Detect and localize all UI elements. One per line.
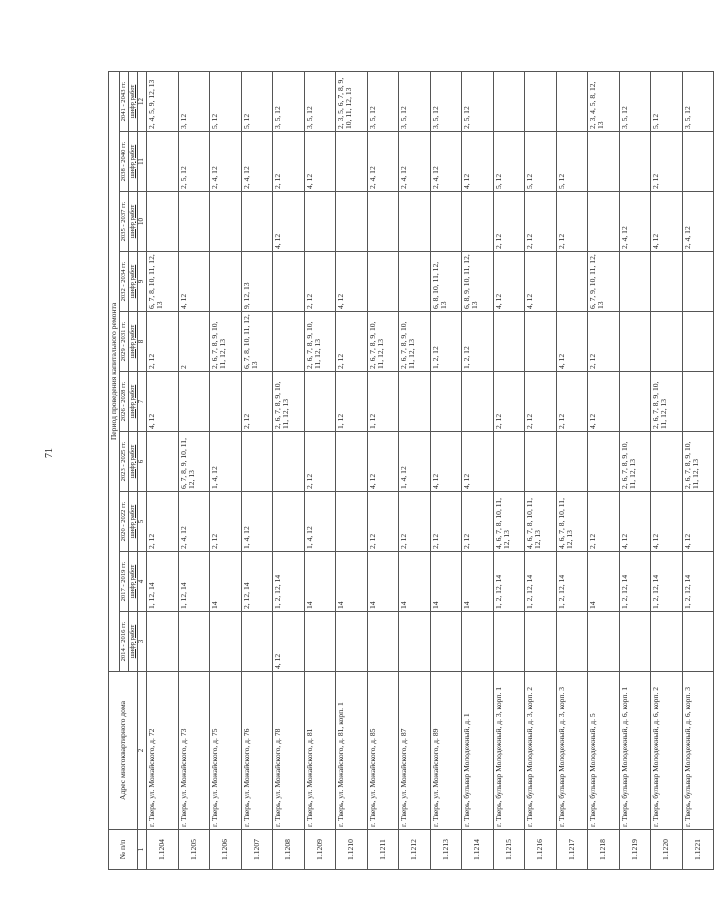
work-codes-cell: 6, 7, 8, 10, 11, 12, 13: [241, 312, 273, 372]
work-codes-cell: [430, 372, 462, 432]
work-codes-cell: 2, 12: [651, 132, 683, 192]
work-codes-cell: 2, 12: [147, 312, 179, 372]
column-index: 5: [138, 492, 147, 552]
work-codes-cell: 2, 12: [556, 192, 588, 252]
work-codes-cell: 2, 12: [241, 372, 273, 432]
table-row: [241, 71, 273, 869]
code-label: шифр работ: [129, 612, 138, 672]
row-address: г. Тверь, бульвар Молодежный, д. 5: [588, 672, 620, 830]
work-codes-cell: [336, 192, 368, 252]
column-index: 6: [138, 432, 147, 492]
work-codes-cell: [493, 71, 525, 131]
work-codes-cell: [682, 252, 714, 312]
work-codes-cell: 4, 6, 7, 8, 10, 11, 12, 13: [556, 492, 588, 552]
table-row: [556, 71, 588, 869]
work-codes-cell: 2, 4, 12: [210, 132, 242, 192]
work-codes-cell: [651, 432, 683, 492]
work-codes-cell: [556, 71, 588, 131]
table-row: [493, 71, 525, 869]
work-codes-cell: 6, 7, 8, 10, 11, 12, 13: [147, 252, 179, 312]
table-row: [682, 71, 714, 869]
code-label: шифр работ: [129, 372, 138, 432]
row-number: 1.1216: [525, 830, 557, 870]
work-codes-cell: 2: [178, 312, 210, 372]
row-number: 1.1208: [273, 830, 305, 870]
row-address: г. Тверь, ул. Можайского, д. 75: [210, 672, 242, 830]
work-codes-cell: [178, 372, 210, 432]
work-codes-cell: [210, 372, 242, 432]
work-codes-cell: [651, 612, 683, 672]
column-index: 11: [138, 132, 147, 192]
work-codes-cell: [430, 192, 462, 252]
work-codes-cell: 1, 2, 12, 14: [682, 552, 714, 612]
work-codes-cell: 4, 12: [525, 252, 557, 312]
work-codes-cell: [147, 612, 179, 672]
work-codes-cell: [147, 192, 179, 252]
work-codes-cell: 4, 12: [304, 132, 336, 192]
period-range: 2014 - 2016 гг.: [120, 612, 129, 672]
column-index: 12: [138, 71, 147, 131]
work-codes-cell: 14: [430, 552, 462, 612]
table-row: [210, 71, 242, 869]
work-codes-cell: [210, 252, 242, 312]
header-period: Период проведения капитального ремонта: [109, 71, 120, 671]
work-codes-cell: [525, 312, 557, 372]
work-codes-cell: 2, 4, 12: [178, 492, 210, 552]
work-codes-cell: [399, 612, 431, 672]
work-codes-cell: 5, 12: [493, 132, 525, 192]
row-number: 1.1217: [556, 830, 588, 870]
work-codes-cell: 2, 12: [147, 492, 179, 552]
work-codes-cell: 1, 12, 14: [178, 552, 210, 612]
work-codes-cell: 1, 2, 12, 14: [273, 552, 305, 612]
table-row: [651, 71, 683, 869]
work-codes-cell: 2, 6, 7, 8, 9, 10, 11, 12, 13: [399, 312, 431, 372]
work-codes-cell: 2, 4, 12: [241, 132, 273, 192]
work-codes-cell: [682, 312, 714, 372]
work-codes-cell: [336, 132, 368, 192]
work-codes-cell: 4, 12: [178, 252, 210, 312]
work-codes-cell: 2, 12: [525, 372, 557, 432]
work-codes-cell: [273, 252, 305, 312]
work-codes-cell: 2, 6, 7, 8, 9, 10, 11, 12, 13: [273, 372, 305, 432]
work-codes-cell: 2, 12, 14: [241, 552, 273, 612]
work-codes-cell: 14: [336, 552, 368, 612]
row-address: г. Тверь, ул. Можайского, д. 78: [273, 672, 305, 830]
work-codes-cell: 4, 12: [682, 492, 714, 552]
work-codes-cell: 14: [367, 552, 399, 612]
work-codes-cell: [493, 432, 525, 492]
work-codes-cell: 14: [399, 552, 431, 612]
row-address: г. Тверь, бульвар Молодежный, д. 6, корп. 2: [651, 672, 683, 830]
row-number: 1.1220: [651, 830, 683, 870]
work-codes-cell: 4, 12: [336, 252, 368, 312]
work-codes-cell: 1, 2, 12: [430, 312, 462, 372]
row-number: 1.1210: [336, 830, 368, 870]
column-index: 7: [138, 372, 147, 432]
work-codes-cell: 4, 12: [556, 312, 588, 372]
work-codes-cell: 4, 12: [273, 612, 305, 672]
work-codes-cell: 3, 5, 12: [430, 71, 462, 131]
work-codes-cell: [399, 372, 431, 432]
period-range: 2041 - 2043 гг.: [120, 71, 129, 131]
work-codes-cell: 2, 12: [556, 372, 588, 432]
work-codes-cell: 5, 12: [556, 132, 588, 192]
work-codes-cell: 1, 12: [367, 372, 399, 432]
table-body: [147, 71, 714, 869]
column-index: 1: [138, 830, 147, 870]
row-number: 1.1204: [147, 830, 179, 870]
work-codes-cell: 3, 5, 12: [399, 71, 431, 131]
code-label: шифр работ: [129, 492, 138, 552]
work-codes-cell: 2, 12: [273, 132, 305, 192]
work-codes-cell: 2, 4, 12: [619, 192, 651, 252]
work-codes-cell: 6, 7, 8, 9, 10, 11, 12, 13: [178, 432, 210, 492]
work-codes-cell: [462, 612, 494, 672]
work-codes-cell: 2, 12: [210, 492, 242, 552]
work-codes-cell: 6, 8, 10, 11, 12, 13: [430, 252, 462, 312]
code-label: шифр работ: [129, 432, 138, 492]
row-number: 1.1209: [304, 830, 336, 870]
row-address: г. Тверь, бульвар Молодежный, д. 3, корп. 3: [556, 672, 588, 830]
work-codes-cell: [304, 192, 336, 252]
work-codes-cell: 1, 4, 12: [399, 432, 431, 492]
column-index: 10: [138, 192, 147, 252]
table-row: [619, 71, 651, 869]
work-codes-cell: [588, 612, 620, 672]
work-codes-cell: 4, 12: [619, 492, 651, 552]
work-codes-cell: 2, 12: [588, 492, 620, 552]
work-codes-cell: [682, 132, 714, 192]
work-codes-cell: 4, 12: [493, 252, 525, 312]
work-codes-cell: 2, 12: [304, 252, 336, 312]
work-codes-cell: [619, 372, 651, 432]
period-range: 2035 - 2037 гг.: [120, 192, 129, 252]
table-row: [367, 71, 399, 869]
column-index: 9: [138, 252, 147, 312]
table-row: [525, 71, 557, 869]
table-row: [399, 71, 431, 869]
work-codes-cell: 1, 4, 12: [210, 432, 242, 492]
code-label: шифр работ: [129, 552, 138, 612]
work-codes-cell: 5, 12: [651, 71, 683, 131]
work-codes-cell: 1, 12: [336, 372, 368, 432]
header-num: № п/п: [109, 830, 138, 870]
work-codes-cell: 2, 6, 7, 8, 9, 10, 11, 12, 13: [682, 432, 714, 492]
work-codes-cell: [619, 312, 651, 372]
work-codes-cell: [336, 612, 368, 672]
code-label: шифр работ: [129, 71, 138, 131]
row-address: г. Тверь, ул. Можайского, д. 72: [147, 672, 179, 830]
work-codes-cell: 2, 12: [493, 192, 525, 252]
work-codes-cell: 2, 4, 5, 9, 12, 13: [147, 71, 179, 131]
work-codes-cell: [399, 252, 431, 312]
row-address: г. Тверь, бульвар Молодежный, д. 6, корп. 3: [682, 672, 714, 830]
work-codes-cell: [178, 612, 210, 672]
row-address: г. Тверь, бульвар Молодежный, д. 3, корп. 2: [525, 672, 557, 830]
work-codes-cell: [241, 432, 273, 492]
work-codes-cell: 4, 12: [651, 192, 683, 252]
row-address: г. Тверь, ул. Можайского, д. 85: [367, 672, 399, 830]
work-codes-cell: 5, 12: [525, 132, 557, 192]
work-codes-cell: 2, 12: [367, 492, 399, 552]
work-codes-cell: 6, 7, 9, 10, 11, 12, 13: [588, 252, 620, 312]
work-codes-cell: [178, 192, 210, 252]
work-codes-cell: 2, 12: [525, 192, 557, 252]
work-codes-cell: [273, 432, 305, 492]
work-codes-cell: [273, 492, 305, 552]
work-codes-cell: [556, 612, 588, 672]
work-codes-cell: [682, 612, 714, 672]
period-range: 2029 - 2031 гг.: [120, 312, 129, 372]
work-codes-cell: 2, 5, 12: [178, 132, 210, 192]
work-codes-cell: [525, 432, 557, 492]
period-range: 2032 - 2034 гг.: [120, 252, 129, 312]
work-codes-cell: 4, 12: [462, 432, 494, 492]
work-codes-cell: 2, 6, 7, 8, 9, 10, 11, 12, 13: [367, 312, 399, 372]
work-codes-cell: [556, 432, 588, 492]
work-codes-cell: 4, 12: [273, 192, 305, 252]
work-codes-cell: 1, 2, 12, 14: [651, 552, 683, 612]
row-address: г. Тверь, ул. Можайского, д. 89: [430, 672, 462, 830]
code-label: шифр работ: [129, 192, 138, 252]
work-codes-cell: [367, 252, 399, 312]
column-index: 8: [138, 312, 147, 372]
work-codes-cell: 6, 8, 9, 10, 11, 12, 13: [462, 252, 494, 312]
work-codes-cell: [525, 71, 557, 131]
work-codes-cell: 4, 12: [462, 132, 494, 192]
work-codes-cell: [367, 612, 399, 672]
work-codes-cell: 2, 4, 12: [399, 132, 431, 192]
work-codes-cell: [336, 432, 368, 492]
row-address: г. Тверь, бульвар Молодежный, д. 1: [462, 672, 494, 830]
work-codes-cell: 2, 12: [304, 432, 336, 492]
row-address: г. Тверь, ул. Можайского, д. 87: [399, 672, 431, 830]
row-number: 1.1221: [682, 830, 714, 870]
work-codes-cell: [588, 192, 620, 252]
work-codes-cell: 1, 2, 12: [462, 312, 494, 372]
work-codes-cell: 1, 2, 12, 14: [525, 552, 557, 612]
table-row: [178, 71, 210, 869]
row-address: г. Тверь, ул. Можайского, д. 76: [241, 672, 273, 830]
work-codes-cell: [525, 612, 557, 672]
table-row: [336, 71, 368, 869]
work-codes-cell: [493, 312, 525, 372]
row-address: г. Тверь, ул. Можайского, д. 81, корп. 1: [336, 672, 368, 830]
header-address: Адрес многоквартирного дома: [109, 672, 138, 830]
work-codes-cell: 2, 12: [493, 372, 525, 432]
row-number: 1.1219: [619, 830, 651, 870]
work-codes-cell: [462, 192, 494, 252]
work-codes-cell: 14: [462, 552, 494, 612]
work-codes-cell: 4, 12: [147, 372, 179, 432]
work-codes-cell: 1, 4, 12: [241, 492, 273, 552]
work-codes-cell: 2, 4, 12: [682, 192, 714, 252]
period-range: 2020 - 2022 гг.: [120, 492, 129, 552]
work-codes-cell: 4, 6, 7, 8, 10, 11, 12, 13: [525, 492, 557, 552]
work-codes-cell: 2, 6, 7, 8, 9, 10, 11, 12, 13: [651, 372, 683, 432]
code-label: шифр работ: [129, 312, 138, 372]
work-codes-cell: 4, 12: [430, 432, 462, 492]
work-codes-cell: [619, 252, 651, 312]
work-codes-cell: [462, 372, 494, 432]
column-index: 3: [138, 612, 147, 672]
work-codes-cell: [304, 372, 336, 432]
work-codes-cell: 14: [210, 552, 242, 612]
work-codes-cell: [241, 192, 273, 252]
work-codes-cell: [430, 612, 462, 672]
work-codes-cell: [210, 612, 242, 672]
work-codes-cell: 2, 12: [462, 492, 494, 552]
work-codes-cell: 5, 12: [210, 71, 242, 131]
work-codes-cell: 14: [304, 552, 336, 612]
table-row: [430, 71, 462, 869]
row-address: г. Тверь, ул. Можайского, д. 73: [178, 672, 210, 830]
work-codes-cell: 1, 12, 14: [147, 552, 179, 612]
code-label: шифр работ: [129, 252, 138, 312]
period-range: 2023 - 2025 гг.: [120, 432, 129, 492]
row-number: 1.1214: [462, 830, 494, 870]
work-codes-cell: [651, 312, 683, 372]
work-codes-cell: 2, 5, 12: [462, 71, 494, 131]
work-codes-cell: [651, 252, 683, 312]
row-number: 1.1211: [367, 830, 399, 870]
work-codes-cell: [399, 192, 431, 252]
work-codes-cell: [619, 132, 651, 192]
work-codes-cell: [493, 612, 525, 672]
work-codes-cell: [210, 192, 242, 252]
work-codes-cell: [367, 192, 399, 252]
table-row: [462, 71, 494, 869]
work-codes-cell: 2, 12: [588, 312, 620, 372]
work-codes-cell: [588, 432, 620, 492]
work-codes-cell: 3, 12: [178, 71, 210, 131]
work-codes-cell: 2, 4, 12: [430, 132, 462, 192]
work-codes-cell: 1, 4, 12: [304, 492, 336, 552]
work-codes-cell: 4, 12: [651, 492, 683, 552]
work-codes-cell: [336, 492, 368, 552]
work-codes-cell: 3, 5, 12: [304, 71, 336, 131]
work-codes-cell: [556, 252, 588, 312]
row-number: 1.1218: [588, 830, 620, 870]
row-number: 1.1207: [241, 830, 273, 870]
work-codes-cell: 2, 6, 7, 8, 9, 10, 11, 12, 13: [210, 312, 242, 372]
work-codes-cell: [588, 132, 620, 192]
column-index: 4: [138, 552, 147, 612]
row-number: 1.1215: [493, 830, 525, 870]
row-address: г. Тверь, ул. Можайского, д. 81: [304, 672, 336, 830]
work-codes-cell: 2, 12: [336, 312, 368, 372]
row-number: 1.1212: [399, 830, 431, 870]
row-number: 1.1213: [430, 830, 462, 870]
work-codes-cell: [241, 612, 273, 672]
period-range: 2038 - 2040 гг.: [120, 132, 129, 192]
work-codes-cell: 4, 12: [367, 432, 399, 492]
row-number: 1.1205: [178, 830, 210, 870]
row-number: 1.1206: [210, 830, 242, 870]
code-label: шифр работ: [129, 132, 138, 192]
rotated-table-container: [108, 72, 702, 870]
capital-repair-schedule-table: [108, 71, 714, 870]
work-codes-cell: [619, 612, 651, 672]
period-range: 2026 - 2028 гг.: [120, 372, 129, 432]
column-index: 2: [138, 672, 147, 830]
work-codes-cell: 1, 2, 12, 14: [556, 552, 588, 612]
work-codes-cell: 1, 2, 12, 14: [493, 552, 525, 612]
period-range: 2017 - 2019 гг.: [120, 552, 129, 612]
work-codes-cell: [147, 132, 179, 192]
work-codes-cell: 4, 6, 7, 8, 10, 11, 12, 13: [493, 492, 525, 552]
work-codes-cell: 5, 12: [241, 71, 273, 131]
work-codes-cell: 3, 5, 12: [682, 71, 714, 131]
work-codes-cell: 3, 5, 12: [367, 71, 399, 131]
work-codes-cell: 2, 12: [399, 492, 431, 552]
work-codes-cell: 3, 5, 12: [273, 71, 305, 131]
work-codes-cell: 2, 12: [430, 492, 462, 552]
work-codes-cell: 14: [588, 552, 620, 612]
work-codes-cell: 2, 6, 7, 8, 9, 10, 11, 12, 13: [619, 432, 651, 492]
row-address: г. Тверь, бульвар Молодежный, д. 6, корп. 1: [619, 672, 651, 830]
work-codes-cell: 2, 6, 7, 8, 9, 10, 11, 12, 13: [304, 312, 336, 372]
work-codes-cell: 1, 2, 12, 14: [619, 552, 651, 612]
table-row: [147, 71, 179, 869]
work-codes-cell: 2, 4, 12: [367, 132, 399, 192]
work-codes-cell: 2, 3, 5, 6, 7, 8, 9, 10, 11, 12, 13: [336, 71, 368, 131]
work-codes-cell: 3, 5, 12: [619, 71, 651, 131]
work-codes-cell: 2, 3, 4, 5, 8, 12, 13: [588, 71, 620, 131]
row-address: г. Тверь, бульвар Молодежный, д. 3, корп. 1: [493, 672, 525, 830]
column-index-row: [138, 71, 147, 869]
work-codes-cell: [682, 372, 714, 432]
work-codes-cell: 4, 12: [588, 372, 620, 432]
table-row: [273, 71, 305, 869]
table-row: [588, 71, 620, 869]
work-codes-cell: 9, 12, 13: [241, 252, 273, 312]
work-codes-cell: [147, 432, 179, 492]
table-row: [304, 71, 336, 869]
work-codes-cell: [304, 612, 336, 672]
work-codes-cell: [273, 312, 305, 372]
page-number: 71: [44, 448, 55, 458]
